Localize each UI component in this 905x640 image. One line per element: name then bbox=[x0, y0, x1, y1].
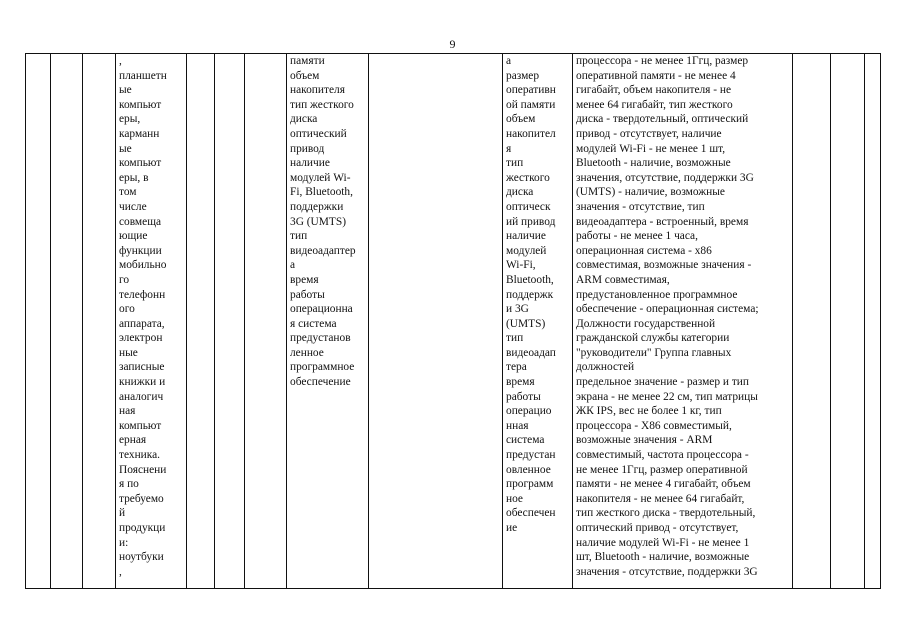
empty-cell bbox=[187, 54, 215, 589]
empty-cell bbox=[369, 54, 503, 589]
table-row bbox=[26, 54, 881, 589]
requirements-table bbox=[25, 53, 881, 589]
characteristics-text-2: а размер оперативн ой памяти объем накопител я тип жесткого диска оптическ ий привод наличие модулей Wi-Fi, Bluetooth, поддержк и 3G (UMTS) тип видеоадап тера время работы операцио нная система предустан овленное программ ное обеспечен ие bbox=[506, 55, 556, 534]
empty-cell bbox=[215, 54, 245, 589]
empty-cell bbox=[865, 54, 881, 589]
values-text: процессора - не менее 1Ггц, размер оперативной памяти - не менее 4 гигабайт, объем накопителя - не менее 64 гигабайт, тип жесткого диска - твердотельный, оптический привод - отсутствует, наличие модулей Wi-Fi - не менее 1 шт, Bluetooth - наличие, возможные значения, отсутствие, поддержки 3G (UMTS) - наличие, возможные значения - отсутствие, тип видеоадаптера - встроенный, время работы - не менее 1 часа, операционная система - x86 совместимая, возможные значения - ARM совместимая, предустановленное программное обеспечение - операционная система; Должности государственной гражданской службы категории "руководители" Группа главных должностей предельное значение - размер и тип экрана - не менее 22 см, тип матрицы ЖК IPS, вес не более 1 кг, тип процессора - X86 совместимый, возможные значения - ARM совместимый, частота процессора - не менее 1Ггц, размер оперативной памяти - не менее 4 гигабайт, объем накопителя - не менее 64 гигабайт, тип жесткого диска - твердотельный, оптический привод - отсутствует, наличие модулей Wi-Fi - не менее 1 шт, Bluetooth - наличие, возможные значения - отсутствие, поддержки 3G bbox=[576, 55, 759, 578]
empty-cell bbox=[245, 54, 287, 589]
values-cell bbox=[573, 54, 793, 589]
page-number: 9 bbox=[449, 37, 456, 51]
characteristics-cell bbox=[287, 54, 369, 589]
characteristics-cell-2 bbox=[503, 54, 573, 589]
empty-cell bbox=[83, 54, 116, 589]
products-cell bbox=[116, 54, 187, 589]
empty-cell bbox=[831, 54, 865, 589]
empty-cell bbox=[793, 54, 831, 589]
characteristics-text: памяти объем накопителя тип жесткого диска оптический привод наличие модулей Wi- Fi, Bluetooth, поддержки 3G (UMTS) тип видеоадаптер а время работы операционна я система предустанов ленное программное обеспечение bbox=[290, 55, 356, 389]
empty-cell bbox=[26, 54, 51, 589]
empty-cell bbox=[51, 54, 83, 589]
products-text: , планшетн ые компьют еры, карманн ые компьют еры, в том числе совмеща ющие функции мобильно го телефонн ого аппарата, электрон ные записные книжки и аналогич ная компьют ерная техника. Пояснени я по требуемо й продукци и: ноутбуки , bbox=[119, 55, 167, 578]
